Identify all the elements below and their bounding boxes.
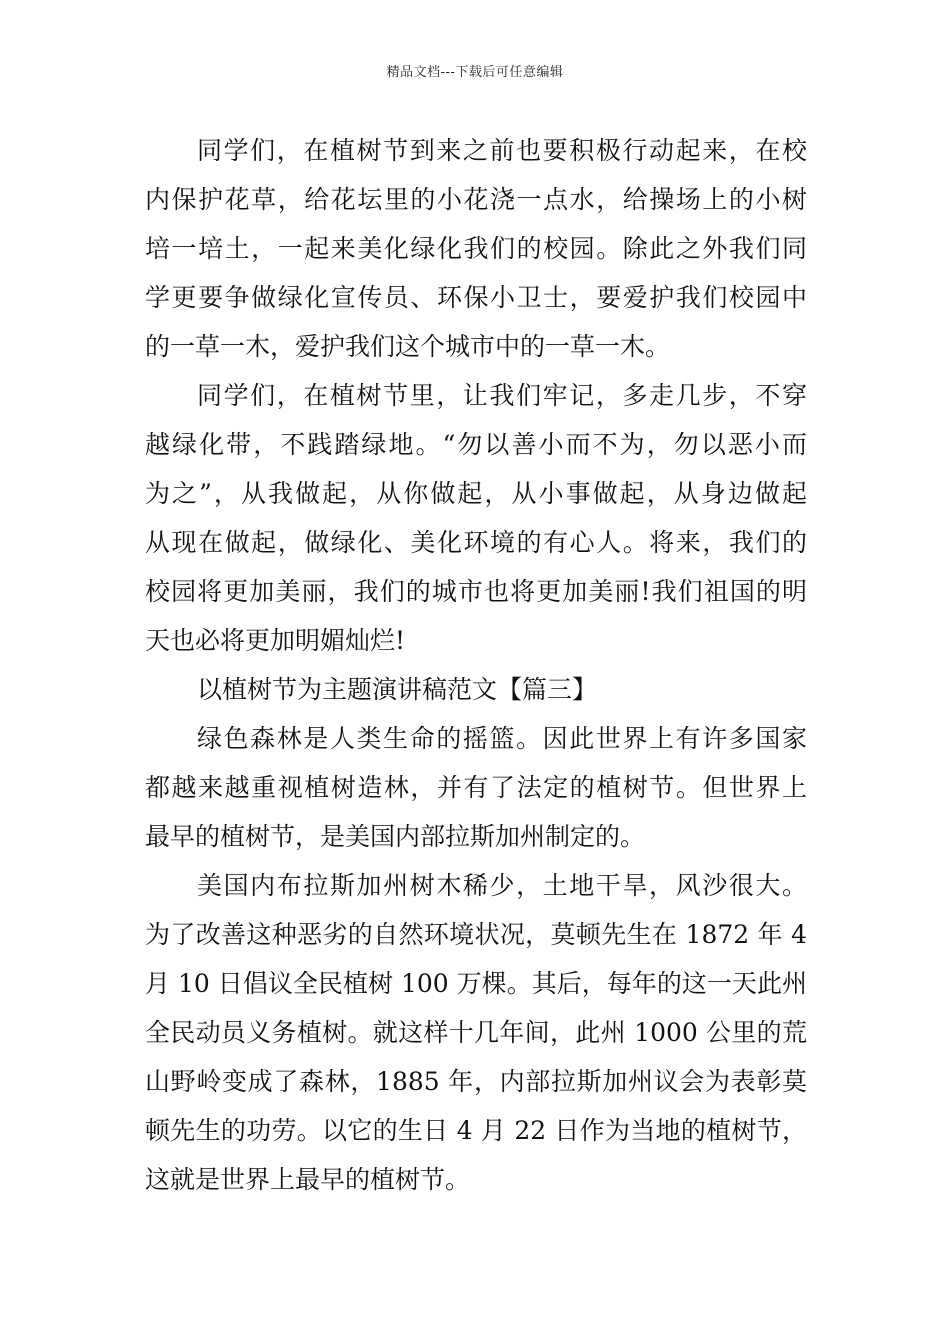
section-heading: 以植树节为主题演讲稿范文【篇三】	[197, 675, 598, 704]
text-line: 全民动员义务植树。就这样十几年间，此州 1000 公里的荒	[145, 1018, 807, 1047]
text-line: 为之”，从我做起，从你做起，从小事做起，从身边做起	[145, 479, 807, 508]
text-line: 同学们，在植树节到来之前也要积极行动起来，在校	[197, 136, 807, 165]
text-line: 同学们，在植树节里，让我们牢记，多走几步，不穿	[197, 381, 807, 410]
text-line: 内保护花草，给花坛里的小花浇一点水，给操场上的小树	[145, 185, 807, 214]
text-line: 绿色森林是人类生命的摇篮。因此世界上有许多国家	[197, 724, 807, 753]
text-line: 校园将更加美丽，我们的城市也将更加美丽!我们祖国的明	[145, 577, 807, 606]
text-line: 最早的植树节，是美国内部拉斯加州制定的。	[145, 822, 646, 851]
text-line: 为了改善这种恶劣的自然环境状况，莫顿先生在 1872 年 4	[145, 920, 807, 949]
text-line: 培一培土，一起来美化绿化我们的校园。除此之外我们同	[145, 234, 807, 263]
text-line: 天也必将更加明媚灿烂!	[145, 626, 406, 655]
text-line: 学更要争做绿化宣传员、环保小卫士，要爱护我们校园中	[145, 283, 807, 312]
text-line: 从现在做起，做绿化、美化环境的有心人。将来，我们的	[145, 528, 807, 557]
text-line: 都越来越重视植树造林，并有了法定的植树节。但世界上	[145, 773, 807, 802]
text-line: 越绿化带，不践踏绿地。“勿以善小而不为，勿以恶小而	[145, 430, 807, 459]
text-line: 月 10 日倡议全民植树 100 万棵。其后，每年的这一天此州	[145, 969, 807, 998]
page-header: 精品文档---下载后可任意编辑	[386, 65, 564, 80]
document-body	[145, 126, 807, 1204]
text-line: 的一草一木，爱护我们这个城市中的一草一木。	[145, 332, 671, 361]
text-line: 顿先生的功劳。以它的生日 4 月 22 日作为当地的植树节，	[145, 1116, 807, 1145]
text-line: 山野岭变成了森林，1885 年，内部拉斯加州议会为表彰莫	[145, 1067, 807, 1096]
text-line: 这就是世界上最早的植树节。	[145, 1165, 471, 1194]
text-line: 美国内布拉斯加州树木稀少，土地干旱，风沙很大。	[197, 871, 807, 900]
